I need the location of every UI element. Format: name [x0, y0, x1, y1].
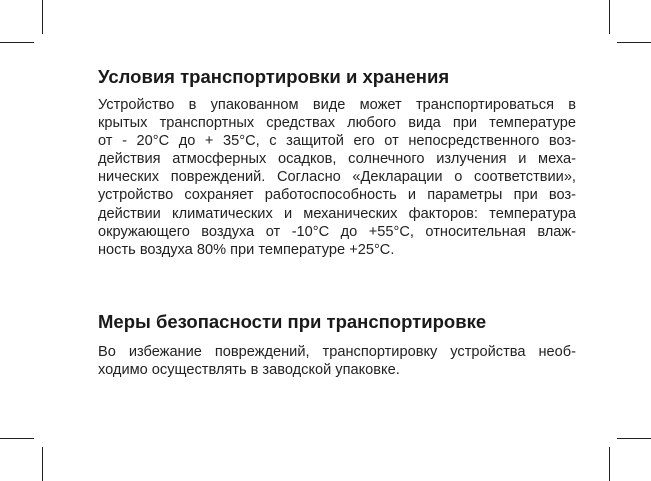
- text-line: ность воздуха 80% при температуре +25°С.: [98, 241, 395, 258]
- text-line: действии климатических и механических факторов: температура: [98, 205, 576, 222]
- text-line: устройство сохраняет работоспособность и параметры при воз-: [98, 187, 576, 204]
- text-line: ходимо осуществлять в заводской упаковке.: [98, 362, 400, 379]
- crop-mark-top-right-vertical: [609, 0, 610, 34]
- crop-mark-bottom-left-vertical: [42, 447, 43, 481]
- text-line: действия атмосферных осадков, солнечного излучения и меха-: [98, 151, 576, 168]
- section-title-transport-safety: Меры безопасности при транспортировке: [98, 311, 487, 332]
- text-line: крытых транспортных средствах любого вида при температуре: [98, 115, 576, 132]
- paragraph-transport-storage: [98, 96, 576, 259]
- crop-mark-top-left-horizontal: [0, 42, 34, 43]
- crop-mark-bottom-left-horizontal: [0, 438, 34, 439]
- text-line: окружающего воздуха от -10°С до +55°С, относительная влаж-: [98, 223, 576, 240]
- paragraph-transport-safety: [98, 343, 576, 379]
- text-line: Устройство в упакованном виде может транспортироваться в: [98, 97, 576, 113]
- crop-mark-bottom-right-horizontal: [617, 438, 651, 439]
- section-title-transport-storage: Условия транспортировки и хранения: [98, 66, 450, 87]
- text-line: Во избежание повреждений, транспортировку устройства необ-: [98, 344, 576, 360]
- text-line: от - 20°С до + 35°С, с защитой его от непосредственного воз-: [98, 133, 576, 150]
- crop-mark-top-right-horizontal: [617, 42, 651, 43]
- crop-mark-bottom-right-vertical: [609, 447, 610, 481]
- crop-mark-top-left-vertical: [42, 0, 43, 34]
- text-line: нических повреждений. Согласно «Декларации о соответствии»,: [98, 169, 576, 186]
